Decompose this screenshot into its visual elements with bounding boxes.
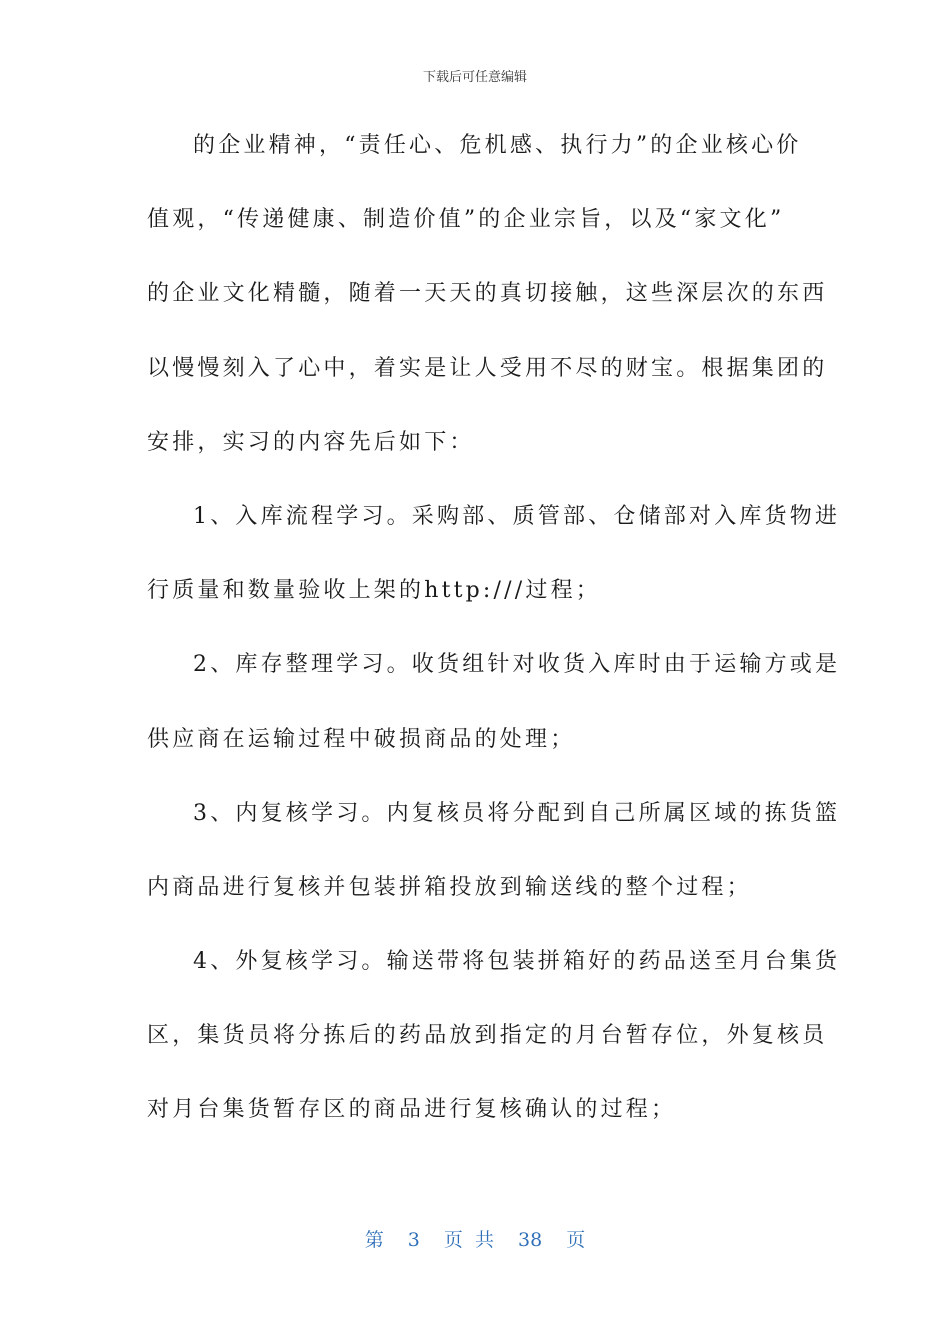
list-item-line: 3、内复核学习。内复核员将分配到自己所属区域的拣货篮 bbox=[193, 800, 841, 826]
list-item-line: 内商品进行复核并包装拼箱投放到输送线的整个过程； bbox=[147, 874, 752, 900]
list-item-line: 对月台集货暂存区的商品进行复核确认的过程； bbox=[147, 1097, 677, 1123]
document-body bbox=[147, 127, 841, 1166]
paragraph-line: 安排，实习的内容先后如下： bbox=[147, 429, 475, 455]
page-footer bbox=[0, 1225, 950, 1252]
paragraph-line: 值观，“传递健康、制造价值”的企业宗旨，以及“家文化” bbox=[147, 207, 785, 233]
list-item-line: 2、库存整理学习。收货组针对收货入库时由于运输方或是 bbox=[193, 652, 841, 678]
total-page-count: 38 bbox=[518, 1229, 543, 1251]
list-item-line: 行质量和数量验收上架的http:///过程； bbox=[147, 578, 601, 604]
current-page-number: 3 bbox=[407, 1229, 420, 1251]
footer-middle: 页 共 bbox=[443, 1229, 494, 1251]
list-item-line: 供应商在运输过程中破损商品的处理； bbox=[147, 726, 576, 752]
footer-prefix: 第 bbox=[364, 1229, 384, 1251]
header-note: 下载后可任意编辑 bbox=[422, 70, 527, 85]
footer-suffix: 页 bbox=[566, 1229, 586, 1251]
list-item-line: 区，集货员将分拣后的药品放到指定的月台暂存位，外复核员 bbox=[147, 1023, 828, 1049]
list-item-line: 4、外复核学习。输送带将包装拼箱好的药品送至月台集货 bbox=[193, 949, 841, 975]
paragraph-line: 的企业文化精髓，随着一天天的真切接触，这些深层次的东西 bbox=[147, 281, 828, 307]
list-item-line: 1、入库流程学习。采购部、质管部、仓储部对入库货物进 bbox=[193, 503, 841, 529]
paragraph-line: 以慢慢刻入了心中，着实是让人受用不尽的财宝。根据集团的 bbox=[147, 355, 828, 381]
paragraph-line: 的企业精神，“责任心、危机感、执行力”的企业核心价 bbox=[193, 133, 802, 158]
